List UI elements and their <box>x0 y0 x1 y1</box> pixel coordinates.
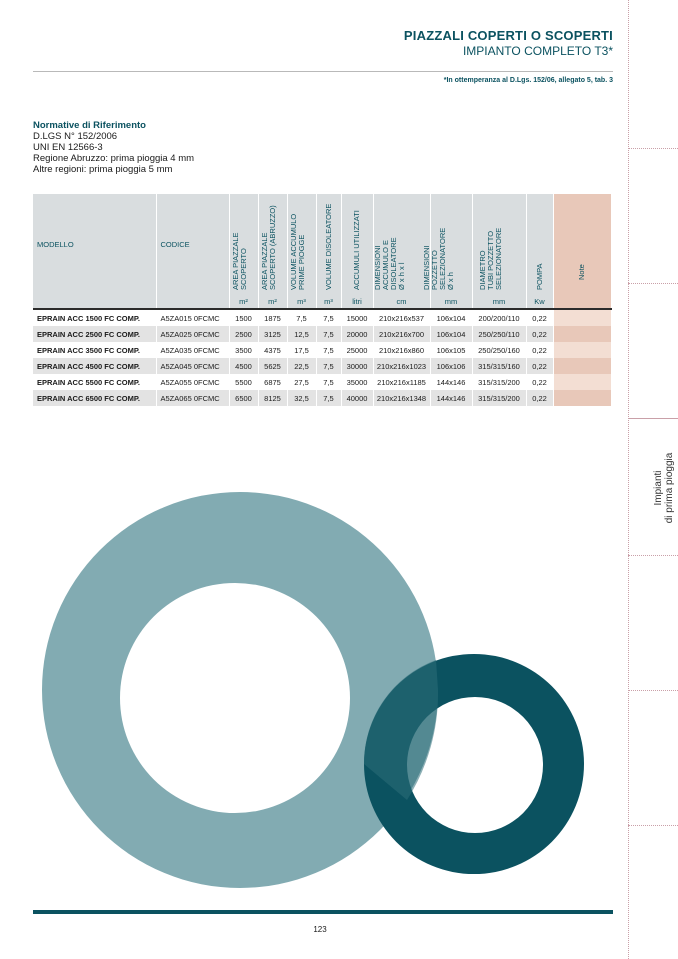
normative-line: Altre regioni: prima pioggia 5 mm <box>33 164 173 175</box>
unit-label: mm <box>430 294 472 309</box>
sidebar-separator <box>628 555 678 556</box>
value-cell: 106x104 <box>430 326 472 342</box>
unit-label: litri <box>341 294 373 309</box>
value-cell: 22,5 <box>287 358 316 374</box>
code-cell: A5ZA065 0FCMC <box>156 390 229 406</box>
unit-label: m³ <box>287 294 316 309</box>
value-cell: 250/250/110 <box>472 326 526 342</box>
value-cell: 6500 <box>229 390 258 406</box>
value-cell: 4500 <box>229 358 258 374</box>
value-cell: 7,5 <box>316 358 341 374</box>
value-cell: 106x106 <box>430 358 472 374</box>
value-cell: 106x105 <box>430 342 472 358</box>
sidebar-separator <box>628 418 678 419</box>
sidebar-section-label[interactable]: Impianti di prima pioggia <box>653 452 675 524</box>
table-row <box>33 342 611 358</box>
value-cell: 25000 <box>341 342 373 358</box>
value-cell: 7,5 <box>316 342 341 358</box>
value-cell: 15000 <box>341 309 373 326</box>
value-cell: 106x104 <box>430 309 472 326</box>
note-cell <box>553 309 611 326</box>
column-header-area: AREA PIAZZALE SCOPERTO <box>229 194 258 294</box>
value-cell: 3500 <box>229 342 258 358</box>
value-cell: 0,22 <box>526 390 553 406</box>
model-cell: EPRAIN ACC 3500 FC COMP. <box>33 342 156 358</box>
value-cell: 210x216x1023 <box>373 358 430 374</box>
footer-rule <box>33 910 613 914</box>
column-header-dimensioni-pozzetto: DIMENSIONI POZZETTO SELEZIONATORE Ø x h <box>430 194 472 294</box>
value-cell: 315/315/200 <box>472 390 526 406</box>
sidebar-divider <box>628 0 629 959</box>
code-cell: A5ZA055 0FCMC <box>156 374 229 390</box>
sidebar-separator <box>628 283 678 284</box>
unit-label: m³ <box>316 294 341 309</box>
value-cell: 0,22 <box>526 374 553 390</box>
large-ring <box>42 492 438 888</box>
header-divider <box>33 71 613 72</box>
value-cell: 12,5 <box>287 326 316 342</box>
code-cell: A5ZA015 0FCMC <box>156 309 229 326</box>
column-header-pompa: POMPA <box>526 194 553 294</box>
model-cell: EPRAIN ACC 2500 FC COMP. <box>33 326 156 342</box>
value-cell: 210x216x1185 <box>373 374 430 390</box>
column-header-volume-disoleatore: VOLUME DISOLEATORE <box>316 194 341 294</box>
note-cell <box>553 326 611 342</box>
value-cell: 20000 <box>341 326 373 342</box>
page-header <box>404 28 613 58</box>
note-cell <box>553 358 611 374</box>
value-cell: 2500 <box>229 326 258 342</box>
value-cell: 210x216x700 <box>373 326 430 342</box>
code-cell: A5ZA035 0FCMC <box>156 342 229 358</box>
decorative-rings <box>0 440 628 910</box>
value-cell: 30000 <box>341 358 373 374</box>
value-cell: 210x216x537 <box>373 309 430 326</box>
value-cell: 6875 <box>258 374 287 390</box>
value-cell: 315/315/200 <box>472 374 526 390</box>
model-cell: EPRAIN ACC 6500 FC COMP. <box>33 390 156 406</box>
sidebar-separator <box>628 825 678 826</box>
column-header-note: Note <box>553 194 611 294</box>
normative-block <box>33 120 194 175</box>
value-cell: 250/250/160 <box>472 342 526 358</box>
column-header-accumuli: ACCUMULI UTILIZZATI <box>341 194 373 294</box>
value-cell: 5625 <box>258 358 287 374</box>
value-cell: 1500 <box>229 309 258 326</box>
sidebar-separator <box>628 148 678 149</box>
value-cell: 200/200/110 <box>472 309 526 326</box>
note-cell <box>553 374 611 390</box>
sidebar-separator <box>628 690 678 691</box>
model-cell: EPRAIN ACC 4500 FC COMP. <box>33 358 156 374</box>
normative-heading: Normative di Riferimento <box>33 120 146 131</box>
unit-label: cm <box>373 294 430 309</box>
page-subtitle: IMPIANTO COMPLETO T3* <box>462 44 613 58</box>
value-cell: 0,22 <box>526 309 553 326</box>
value-cell: 144x146 <box>430 390 472 406</box>
model-cell: EPRAIN ACC 1500 FC COMP. <box>33 309 156 326</box>
table-row <box>33 374 611 390</box>
normative-line: Regione Abruzzo: prima pioggia 4 mm <box>33 153 195 164</box>
value-cell: 7,5 <box>316 390 341 406</box>
normative-line: D.LGS N° 152/2006 <box>33 131 118 142</box>
table-row <box>33 358 611 374</box>
unit-label: Kw <box>526 294 553 309</box>
value-cell: 7,5 <box>316 374 341 390</box>
value-cell: 144x146 <box>430 374 472 390</box>
unit-label: m² <box>229 294 258 309</box>
value-cell: 3125 <box>258 326 287 342</box>
unit-label: mm <box>472 294 526 309</box>
column-header-dimensioni-accumulo: DIMENSIONI ACCUMULO E DISOLEATORE Ø x h x l <box>373 194 430 294</box>
value-cell: 17,5 <box>287 342 316 358</box>
page-number: 123 <box>313 925 327 934</box>
column-header-modello: MODELLO <box>33 194 156 294</box>
footnote: *In ottemperanza al D.Lgs. 152/06, allegato 5, tab. 3 <box>443 77 613 84</box>
model-cell: EPRAIN ACC 5500 FC COMP. <box>33 374 156 390</box>
code-cell: A5ZA025 0FCMC <box>156 326 229 342</box>
value-cell: 210x216x860 <box>373 342 430 358</box>
column-header-volume-accumulo: VOLUME ACCUMULO PRIME PIOGGE <box>287 194 316 294</box>
value-cell: 27,5 <box>287 374 316 390</box>
column-header-codice: CODICE <box>156 194 229 294</box>
value-cell: 32,5 <box>287 390 316 406</box>
table-row <box>33 326 611 342</box>
value-cell: 210x216x1348 <box>373 390 430 406</box>
value-cell: 7,5 <box>287 309 316 326</box>
spec-table <box>33 194 612 406</box>
value-cell: 315/315/160 <box>472 358 526 374</box>
table-row <box>33 390 611 406</box>
value-cell: 35000 <box>341 374 373 390</box>
note-cell <box>553 390 611 406</box>
page-title: PIAZZALI COPERTI O SCOPERTI <box>403 28 613 43</box>
value-cell: 5500 <box>229 374 258 390</box>
value-cell: 40000 <box>341 390 373 406</box>
value-cell: 1875 <box>258 309 287 326</box>
value-cell: 7,5 <box>316 326 341 342</box>
column-header-area-abruzzo: AREA PIAZZALE SCOPERTO (ABRUZZO) <box>258 194 287 294</box>
value-cell: 0,22 <box>526 326 553 342</box>
value-cell: 8125 <box>258 390 287 406</box>
value-cell: 4375 <box>258 342 287 358</box>
value-cell: 7,5 <box>316 309 341 326</box>
note-cell <box>553 342 611 358</box>
unit-label: m² <box>258 294 287 309</box>
value-cell: 0,22 <box>526 342 553 358</box>
column-header-diametro-tubi: DIAMETRO TUBI POZZETTO SELEZIONATORE <box>472 194 526 294</box>
normative-line: UNI EN 12566-3 <box>33 142 103 153</box>
value-cell: 0,22 <box>526 358 553 374</box>
code-cell: A5ZA045 0FCMC <box>156 358 229 374</box>
table-row <box>33 309 611 326</box>
